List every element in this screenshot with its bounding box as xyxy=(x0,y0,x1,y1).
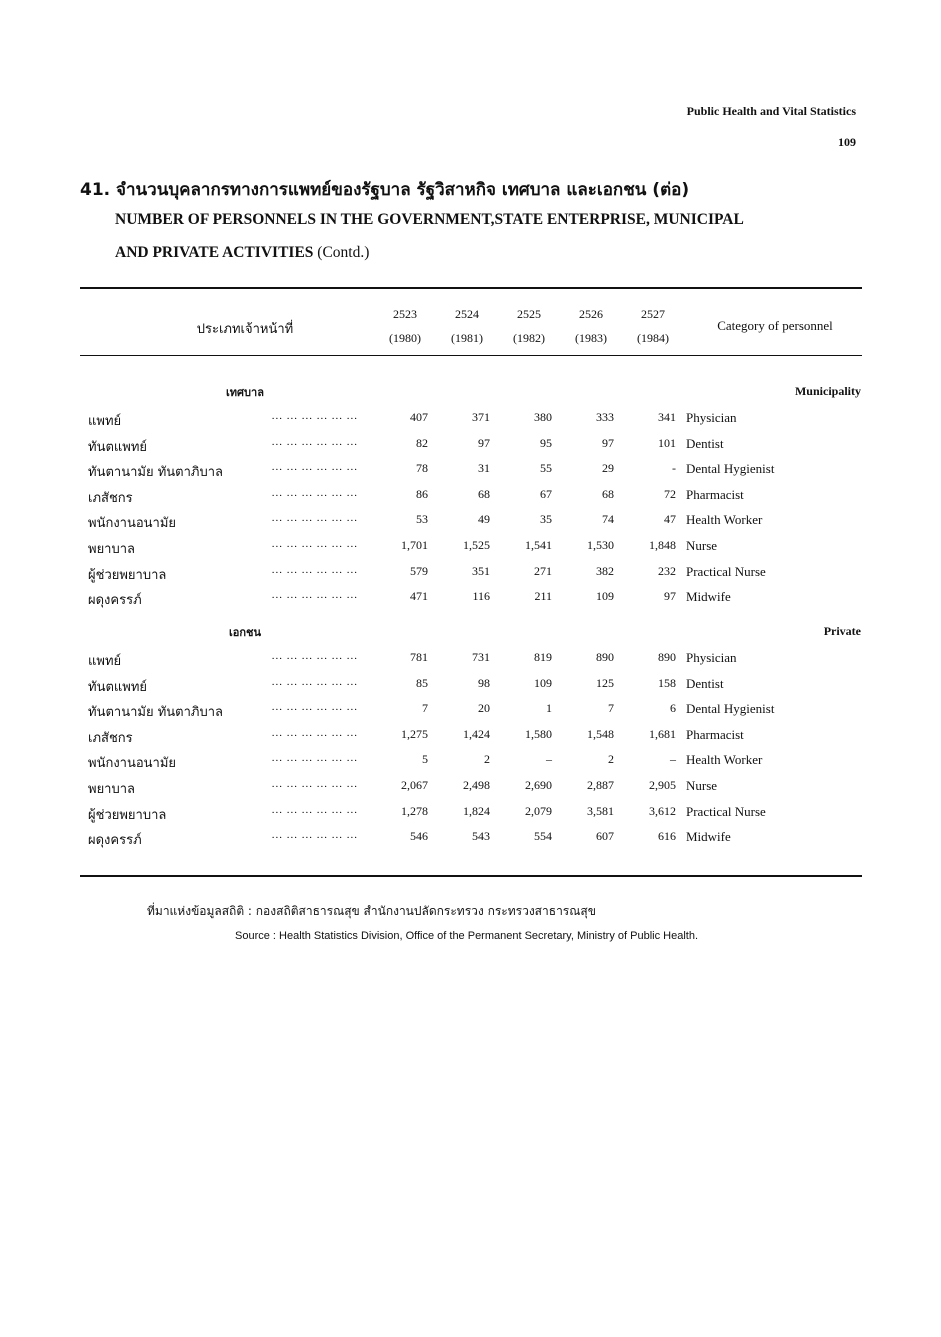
cell-value: 351 xyxy=(472,563,490,578)
cell-value: 95 xyxy=(540,435,552,450)
cell-value: 2,079 xyxy=(525,803,552,818)
cell-value: 98 xyxy=(478,675,490,690)
title-thai-line xyxy=(80,176,870,203)
cell-value: 29 xyxy=(602,461,614,476)
row-label-english: Practical Nurse xyxy=(686,803,766,819)
cell-value: 20 xyxy=(478,701,490,716)
table-row xyxy=(0,804,941,824)
year-common-era: (1984) xyxy=(637,331,669,345)
cell-value: 232 xyxy=(658,563,676,578)
source-english: Source : Health Statistics Division, Office of the Permanent Secretary, Ministry of Public Health. xyxy=(235,930,699,942)
row-label-thai: ทันตแพทย์ xyxy=(88,439,148,455)
cell-value: 1,525 xyxy=(463,538,490,552)
year-common-era: (1981) xyxy=(451,331,483,345)
cell-value: 1,541 xyxy=(525,538,552,552)
cell-value: 97 xyxy=(602,435,614,450)
table-title xyxy=(80,176,870,269)
cell-value: 6 xyxy=(670,701,676,716)
row-label-english: Health Worker xyxy=(686,512,763,528)
cell-value: 271 xyxy=(534,563,552,578)
row-label-thai: ผู้ช่วยพยาบาล xyxy=(88,807,167,823)
row-label-english: Dental Hygienist xyxy=(686,461,775,477)
cell-value: 78 xyxy=(416,461,428,476)
year-header xyxy=(499,307,559,346)
cell-value: 125 xyxy=(596,675,614,690)
leader-dots: ... ... ... ... ... ... xyxy=(271,538,358,550)
table-row xyxy=(0,538,941,558)
cell-value: 382 xyxy=(596,563,614,578)
cell-value: – xyxy=(546,752,552,767)
row-label-thai: ทันตานามัย ทันตาภิบาล xyxy=(88,705,223,721)
cell-value: 101 xyxy=(658,435,676,450)
year-header xyxy=(623,307,683,346)
cell-value: 2,498 xyxy=(463,778,490,792)
leader-dots: ... ... ... ... ... ... xyxy=(271,778,358,790)
cell-value: 546 xyxy=(410,829,428,844)
row-label-thai: พยาบาล xyxy=(88,782,136,797)
cell-value: 67 xyxy=(540,486,552,501)
source-thai: ที่มาแห่งข้อมูลสถิติ : กองสถิติสาธารณสุข สำนักงานปลัดกระทรวง กระทรวงสาธารณสุข xyxy=(147,904,596,918)
cell-value: 407 xyxy=(410,410,428,424)
row-label-english: Health Worker xyxy=(686,752,763,768)
leader-dots: ... ... ... ... ... ... xyxy=(271,675,358,688)
cell-value: 471 xyxy=(410,589,428,604)
year-common-era: (1982) xyxy=(513,331,545,345)
title-english-line-1: NUMBER OF PERSONNELS IN THE GOVERNMENT,STATE ENTERPRISE, MUNICIPAL xyxy=(115,211,744,228)
table-row xyxy=(0,778,941,798)
row-label-thai: แพทย์ xyxy=(88,414,122,429)
cell-value: 109 xyxy=(534,675,552,690)
cell-value: 380 xyxy=(534,410,552,424)
title-contd: (Contd.) xyxy=(317,244,370,261)
year-buddhist-era: 2524 xyxy=(455,307,479,321)
cell-value: 109 xyxy=(596,589,614,604)
leader-dots: ... ... ... ... ... ... xyxy=(271,701,358,714)
section-heading-english: Municipality xyxy=(794,384,861,398)
cell-value: 1,848 xyxy=(649,538,676,552)
cell-value: 616 xyxy=(658,829,676,844)
year-buddhist-era: 2525 xyxy=(517,307,541,321)
cell-value: 1 xyxy=(546,701,552,716)
year-header xyxy=(375,307,435,346)
leader-dots: ... ... ... ... ... ... xyxy=(271,563,358,576)
year-buddhist-era: 2527 xyxy=(641,307,665,321)
cell-value: 2,905 xyxy=(649,778,676,792)
row-label-english: Pharmacist xyxy=(686,726,744,742)
header-category-thai: ประเภทเจ้าหน้าที่ xyxy=(196,322,294,337)
row-label-thai: เภสัชกร xyxy=(88,490,133,506)
cell-value: 31 xyxy=(478,461,490,476)
title-english-2: AND PRIVATE ACTIVITIES xyxy=(115,244,314,261)
cell-value: 890 xyxy=(658,650,676,664)
table-row xyxy=(0,512,941,532)
row-label-thai: ทันตแพทย์ xyxy=(88,679,148,695)
row-label-english: Nurse xyxy=(686,538,718,553)
cell-value: 1,530 xyxy=(587,538,614,552)
row-label-english: Dental Hygienist xyxy=(686,701,775,717)
table-row xyxy=(0,589,941,609)
title-thai: จำนวนบุคลากรทางการแพทย์ของรัฐบาล รัฐวิสาหกิจ เทศบาล และเอกชน (ต่อ) xyxy=(116,180,690,200)
cell-value: 5 xyxy=(422,752,428,767)
table-row xyxy=(0,564,941,584)
cell-value: 47 xyxy=(664,512,676,527)
cell-value: 158 xyxy=(658,675,676,690)
cell-value: 97 xyxy=(478,435,490,450)
table-row xyxy=(0,410,941,430)
cell-value: 2,690 xyxy=(525,778,552,792)
cell-value: 49 xyxy=(478,512,490,527)
table-row xyxy=(0,829,941,849)
cell-value: 2,887 xyxy=(587,778,614,792)
cell-value: 1,701 xyxy=(401,538,428,552)
table-header-rule xyxy=(80,355,862,356)
row-label-thai: ผดุงครรภ์ xyxy=(88,833,142,849)
cell-value: 341 xyxy=(658,410,676,424)
leader-dots: ... ... ... ... ... ... xyxy=(271,435,358,448)
cell-value: 371 xyxy=(472,410,490,424)
row-label-english: Dentist xyxy=(686,675,724,691)
cell-value: 1,681 xyxy=(649,726,676,741)
cell-value: 333 xyxy=(596,410,614,424)
table-number: 41. xyxy=(80,180,111,200)
leader-dots: ... ... ... ... ... ... xyxy=(271,512,358,525)
leader-dots: ... ... ... ... ... ... xyxy=(271,726,358,739)
leader-dots: ... ... ... ... ... ... xyxy=(271,589,358,602)
table-row xyxy=(0,676,941,696)
table-row xyxy=(0,650,941,670)
cell-value: 35 xyxy=(540,512,552,527)
table-row xyxy=(0,461,941,481)
leader-dots: ... ... ... ... ... ... xyxy=(271,486,358,499)
year-header xyxy=(561,307,621,346)
running-head: Public Health and Vital Statistics xyxy=(686,104,856,118)
cell-value: 97 xyxy=(664,589,676,604)
table-row xyxy=(0,487,941,507)
table-row xyxy=(0,436,941,456)
row-label-english: Physician xyxy=(686,650,737,665)
table-row xyxy=(0,752,941,772)
leader-dots: ... ... ... ... ... ... xyxy=(271,410,358,422)
table-bottom-rule xyxy=(80,875,862,877)
cell-value: 2 xyxy=(608,752,614,767)
row-label-thai: ทันตานามัย ทันตาภิบาล xyxy=(88,465,223,481)
cell-value: 86 xyxy=(416,486,428,501)
row-label-english: Midwife xyxy=(686,829,731,845)
leader-dots: ... ... ... ... ... ... xyxy=(271,803,358,816)
cell-value: 1,278 xyxy=(401,803,428,818)
leader-dots: ... ... ... ... ... ... xyxy=(271,752,358,765)
cell-value: 781 xyxy=(410,650,428,664)
page-number: 109 xyxy=(838,135,856,149)
cell-value: 607 xyxy=(596,829,614,844)
year-common-era: (1980) xyxy=(389,331,421,345)
year-header xyxy=(437,307,497,346)
cell-value: 1,548 xyxy=(587,726,614,741)
cell-value: 731 xyxy=(472,650,490,664)
cell-value: 7 xyxy=(608,701,614,716)
cell-value: 2 xyxy=(484,752,490,767)
cell-value: – xyxy=(670,752,676,767)
row-label-thai: เภสัชกร xyxy=(88,730,133,746)
cell-value: 819 xyxy=(534,650,552,664)
cell-value: 68 xyxy=(602,486,614,501)
table-row xyxy=(0,727,941,747)
cell-value: 68 xyxy=(478,486,490,501)
cell-value: 72 xyxy=(664,486,676,501)
row-label-english: Midwife xyxy=(686,589,731,605)
cell-value: 7 xyxy=(422,701,428,716)
title-english-line-2 xyxy=(115,236,870,269)
cell-value: 74 xyxy=(602,512,614,527)
cell-value: 211 xyxy=(534,589,552,604)
cell-value: 1,824 xyxy=(463,803,490,818)
cell-value: 1,580 xyxy=(525,726,552,741)
cell-value: 53 xyxy=(416,512,428,527)
cell-value: 55 xyxy=(540,461,552,476)
row-label-english: Practical Nurse xyxy=(686,563,766,579)
cell-value: 543 xyxy=(472,829,490,844)
section-heading-thai: เทศบาล xyxy=(226,386,264,399)
year-common-era: (1983) xyxy=(575,331,607,345)
row-label-english: Physician xyxy=(686,410,737,425)
year-buddhist-era: 2526 xyxy=(579,307,603,321)
row-label-thai: ผู้ช่วยพยาบาล xyxy=(88,567,167,583)
row-label-english: Dentist xyxy=(686,435,724,451)
row-label-thai: พนักงานอนามัย xyxy=(88,756,177,772)
cell-value: 890 xyxy=(596,650,614,664)
row-label-thai: พนักงานอนามัย xyxy=(88,516,177,532)
year-buddhist-era: 2523 xyxy=(393,307,417,321)
cell-value: - xyxy=(672,461,676,476)
row-label-english: Pharmacist xyxy=(686,486,744,502)
section-heading-english: Private xyxy=(823,624,861,638)
table-row xyxy=(0,701,941,721)
cell-value: 1,275 xyxy=(401,726,428,741)
leader-dots: ... ... ... ... ... ... xyxy=(271,461,358,474)
cell-value: 579 xyxy=(410,563,428,578)
cell-value: 3,581 xyxy=(587,803,614,818)
cell-value: 82 xyxy=(416,435,428,450)
leader-dots: ... ... ... ... ... ... xyxy=(271,829,358,842)
row-label-thai: แพทย์ xyxy=(88,654,122,669)
cell-value: 1,424 xyxy=(463,726,490,741)
cell-value: 554 xyxy=(534,829,552,844)
header-category-english: Category of personnel xyxy=(717,318,833,333)
cell-value: 2,067 xyxy=(401,778,428,792)
cell-value: 116 xyxy=(472,589,490,604)
cell-value: 3,612 xyxy=(649,803,676,818)
row-label-english: Nurse xyxy=(686,778,718,793)
row-label-thai: ผดุงครรภ์ xyxy=(88,593,142,609)
leader-dots: ... ... ... ... ... ... xyxy=(271,650,358,662)
row-label-thai: พยาบาล xyxy=(88,542,136,557)
section-heading-thai: เอกชน xyxy=(228,626,261,639)
table-top-rule xyxy=(80,287,862,289)
cell-value: 85 xyxy=(416,675,428,690)
